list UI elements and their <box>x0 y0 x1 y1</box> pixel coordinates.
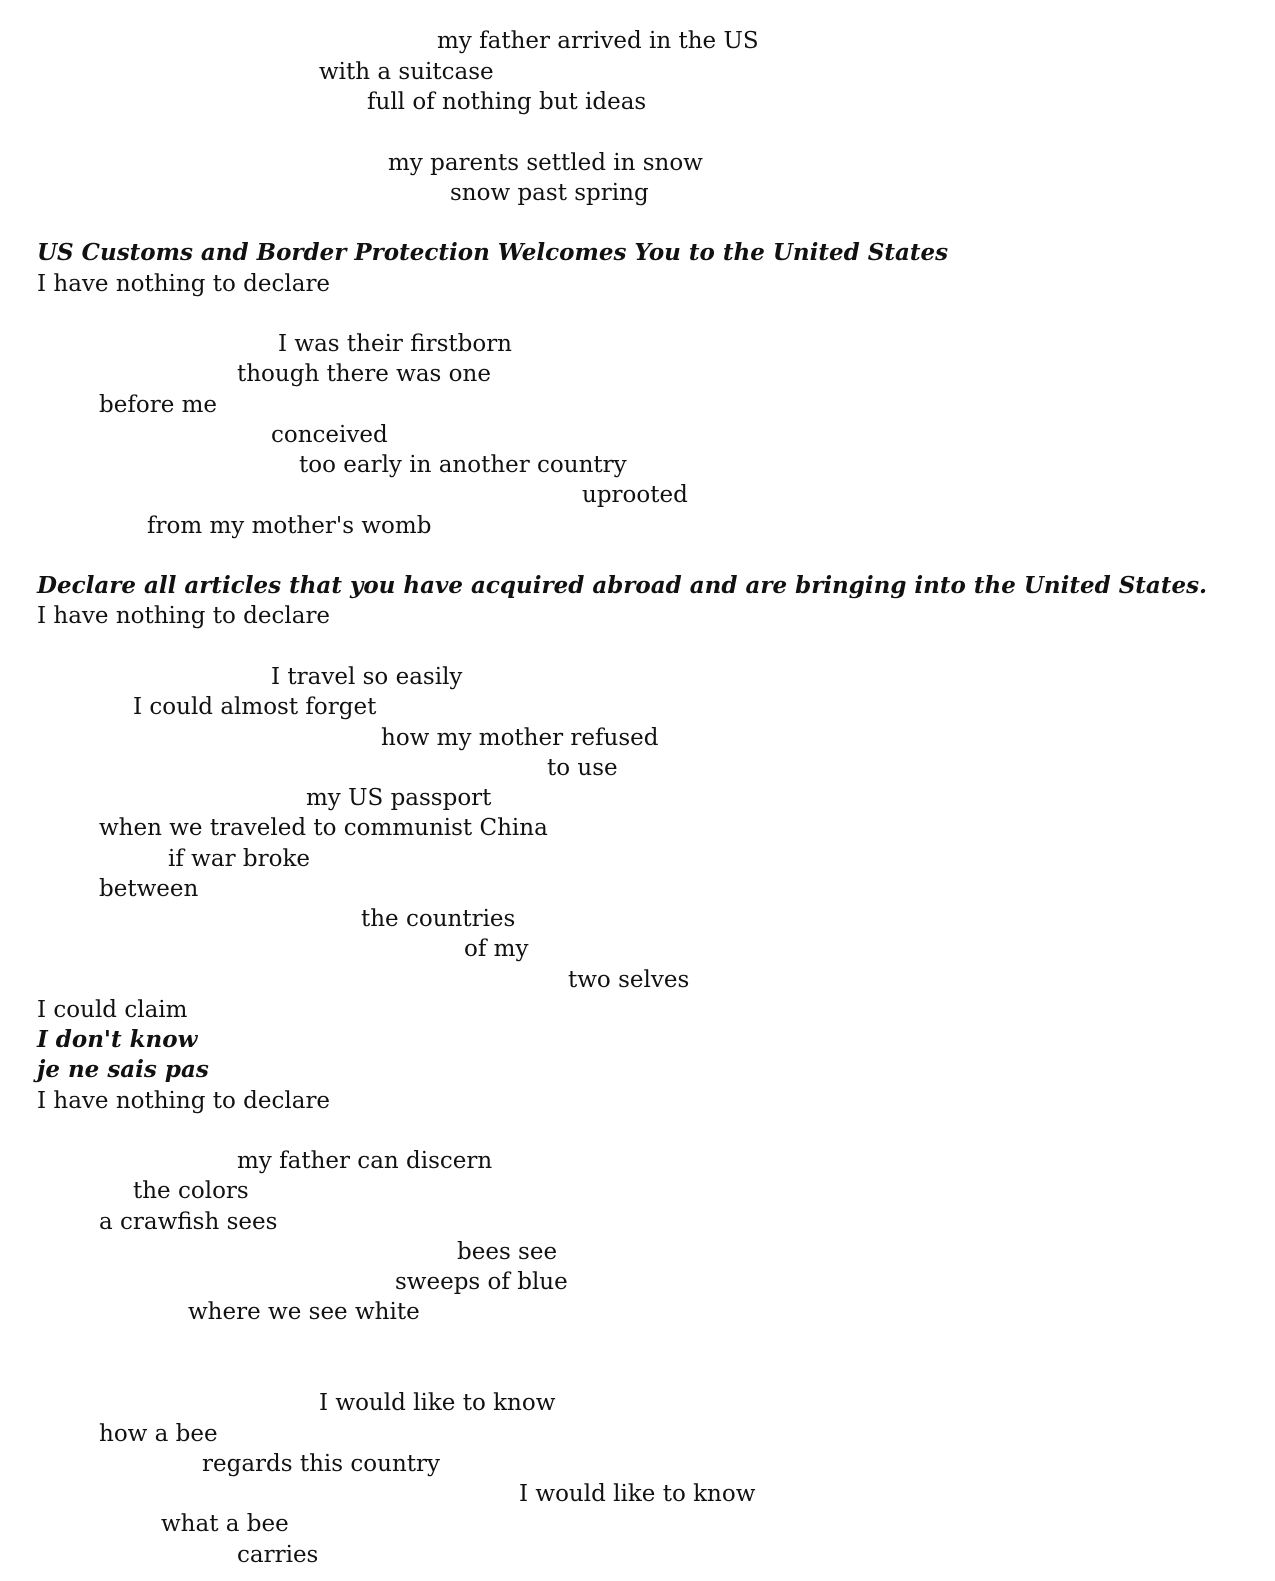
poem-line: I could claim <box>37 997 188 1023</box>
poem-line: between <box>99 876 199 902</box>
poem-line: from my mother's womb <box>147 513 432 539</box>
poem-line: if war broke <box>168 846 310 872</box>
poem-line: the colors <box>133 1178 249 1204</box>
poem-line: sweeps of blue <box>395 1269 568 1295</box>
poem-line: I travel so easily <box>271 664 463 690</box>
poem-line: I was their firstborn <box>278 331 512 357</box>
poem-line: the countries <box>361 906 516 932</box>
poem-line: though there was one <box>237 361 491 387</box>
poem-line: how my mother refused <box>381 725 659 751</box>
poem-line: conceived <box>271 422 388 448</box>
poem-line: uprooted <box>582 482 688 508</box>
customs-welcome-heading: US Customs and Border Protection Welcomes You to the United States <box>37 239 949 266</box>
refrain-line: I have nothing to declare <box>37 1088 331 1114</box>
poem-line: my father can discern <box>237 1148 493 1174</box>
poem-line: my father arrived in the US <box>437 28 759 54</box>
poem-line: snow past spring <box>450 180 649 206</box>
poem-line: a crawfish sees <box>99 1209 278 1235</box>
poem-line: too early in another country <box>299 452 627 478</box>
poem-line: my US passport <box>306 785 492 811</box>
customs-instruction-heading: Declare all articles that you have acquired abroad and are bringing into the United States. <box>37 572 1208 599</box>
poem-line: bees see <box>457 1239 558 1265</box>
refrain-line: I have nothing to declare <box>37 271 331 297</box>
poem-line: what a bee <box>161 1511 289 1537</box>
poem-line: carries <box>237 1542 319 1568</box>
poem-line: my parents settled in snow <box>388 150 703 176</box>
poem-line: where we see white <box>188 1299 420 1325</box>
poem-line: full of nothing but ideas <box>367 89 647 115</box>
poem-line: of my <box>464 936 529 962</box>
refrain-line: I have nothing to declare <box>37 603 331 629</box>
emphasis-line-french: je ne sais pas <box>37 1056 209 1083</box>
poem-line: with a suitcase <box>319 59 494 85</box>
poem-line: to use <box>547 755 618 781</box>
poem-line: regards this country <box>202 1451 440 1477</box>
emphasis-line: I don't know <box>37 1026 198 1053</box>
poem-line: I would like to know <box>319 1390 556 1416</box>
poem-line: two selves <box>568 967 690 993</box>
poem-line: before me <box>99 392 218 418</box>
poem-line: I could almost forget <box>133 694 377 720</box>
poem-line: when we traveled to communist China <box>99 815 548 841</box>
poem-line: how a bee <box>99 1421 218 1447</box>
poem-line: I would like to know <box>519 1481 756 1507</box>
